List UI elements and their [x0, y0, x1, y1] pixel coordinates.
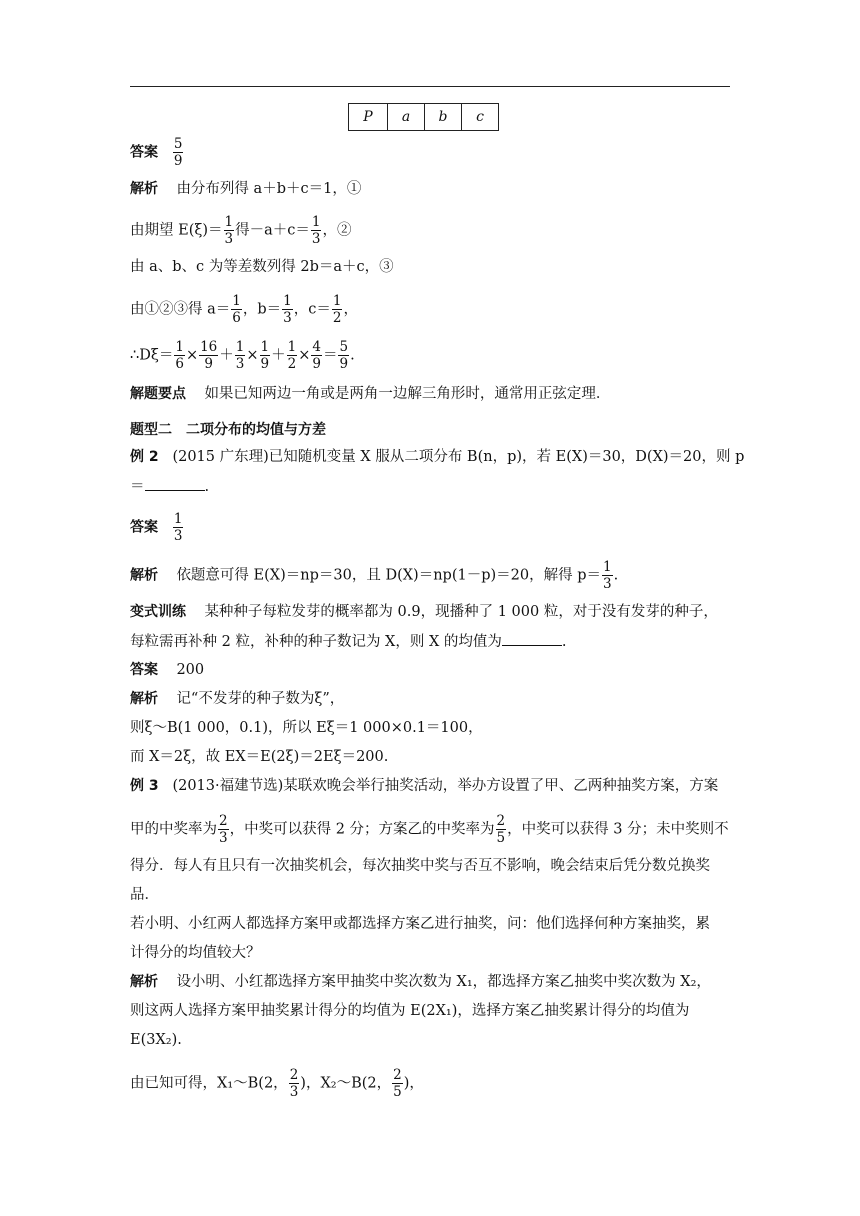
ex1-analysis-line-2: 由期望 E(ξ)＝ $\frac{1}{3}$ 得－a＋c＝ $\frac{1}{3}$ ，② [130, 214, 352, 247]
ex2-answer-line [130, 511, 184, 544]
table-cell: P [349, 104, 388, 131]
variant-line-2: 每粒需再补种 2 粒，补种的种子数记为 X，则 X 的均值为 . [130, 631, 567, 653]
ex2-line-2: ＝ . [130, 476, 209, 498]
variant-line-1: 变式训练 某种种子每粒发芽的概率都为 0.9，现播种了 1 000 粒，对于没有发芽的种子， [130, 604, 718, 620]
key-points-line: 解题要点 如果已知两边一角或是两角一边解三角形时，通常用正弦定理． [130, 386, 611, 402]
variant-answer-line: 答案 200 [130, 662, 205, 678]
table-cell: c [462, 104, 499, 131]
ex3-analysis-line-4: 由已知可得，X₁～B(2， $\frac{2}{3}$ )，X₂～B(2， $\frac{2}{5}$ )， [130, 1067, 424, 1100]
ex1-analysis-line-4: 由①②③得 a＝ $\frac{1}{6}$ ，b＝ $\frac{1}{3}$ ，c＝ $\frac{1}{2}$ ， [130, 293, 358, 326]
example-label: 例 3 [130, 778, 159, 794]
table-cell: a [388, 104, 425, 131]
table-row [349, 104, 499, 131]
ex1-analysis-line-1: 解析 由分布列得 a＋b＋c＝1，① [130, 181, 362, 197]
table-cell: b [425, 104, 462, 131]
ex3-line-4: 品． [130, 887, 159, 903]
top-rule [130, 86, 730, 87]
fraction: $\frac{5}{9}$ [173, 136, 183, 169]
analysis-label: 解析 [130, 974, 158, 990]
answer-label: 答案 [130, 519, 158, 536]
variant-label: 变式训练 [130, 604, 186, 620]
ex2-analysis-line: 解析 依题意可得 E(X)＝np＝30，且 D(X)＝np(1－p)＝20，解得 p＝ $\frac{1}{3}$ . [130, 559, 619, 592]
ex3-analysis-line-3: E(3X₂). [130, 1032, 182, 1048]
ex3-line-3: 得分．每人有且只有一次抽奖机会，每次抽奖中奖与否互不影响，晚会结束后凭分数兑换奖 [130, 858, 710, 874]
ex1-analysis-line-3: 由 a、b、c 为等差数列得 2b＝a＋c，③ [130, 259, 394, 275]
analysis-label: 解析 [130, 181, 158, 197]
fraction: $\frac{1}{3}$ [173, 511, 183, 544]
ex2-line-1: 例 2 (2015 广东理)已知随机变量 X 服从二项分布 B(n，p)，若 E(X)＝30，D(X)＝20，则 p [130, 449, 745, 465]
ex3-analysis-line-1: 解析 设小明、小红都选择方案甲抽奖中奖次数为 X₁，都选择方案乙抽奖中奖次数为 X₂， [130, 974, 711, 990]
ex3-line-5: 若小明、小红两人都选择方案甲或都选择方案乙进行抽奖，问：他们选择何种方案抽奖，累 [130, 916, 710, 932]
answer-blank [145, 476, 205, 491]
key-points-label: 解题要点 [130, 386, 186, 402]
answer-blank [502, 631, 562, 646]
ex3-analysis-line-2: 则这两人选择方案甲抽奖累计得分的均值为 E(2X₁)，选择方案乙抽奖累计得分的均值为 [130, 1003, 690, 1019]
ex3-line-2: 甲的中奖率为 $\frac{2}{3}$ ，中奖可以获得 2 分；方案乙的中奖率为 $\frac{2}{5}$ ，中奖可以获得 3 分；未中奖则不 [130, 813, 729, 846]
ex3-line-1: 例 3 (2013·福建节选)某联欢晚会举行抽奖活动，举办方设置了甲、乙两种抽奖方案，方案 [130, 778, 719, 794]
variant-analysis-line-3: 而 X＝2ξ，故 EX＝E(2ξ)＝2Eξ＝200. [130, 749, 389, 765]
variant-analysis-line-1: 解析 记“不发芽的种子数为ξ”， [130, 691, 345, 707]
section-title: 题型二 二项分布的均值与方差 [130, 422, 326, 438]
ex1-answer-line [130, 136, 184, 169]
answer-label: 答案 [130, 144, 158, 161]
analysis-label: 解析 [130, 691, 158, 707]
analysis-label: 解析 [130, 567, 158, 584]
answer-label: 答案 [130, 662, 158, 678]
ex3-line-6: 计得分的均值较大？ [130, 945, 261, 961]
example-label: 例 2 [130, 449, 159, 465]
variant-analysis-line-2: 则ξ～B(1 000，0.1)，所以 Eξ＝1 000×0.1＝100， [130, 720, 483, 736]
ex1-analysis-line-5: ∴Dξ＝ $\frac{1}{6}$ × $\frac{16}{9}$ ＋ $\frac{1}{3}$ × $\frac{1}{9}$ ＋ $\frac{1}{2}$ × $\frac{4}{9}$ ＝ $\frac{5}{9}$ . [130, 339, 355, 372]
distribution-table [348, 103, 499, 131]
